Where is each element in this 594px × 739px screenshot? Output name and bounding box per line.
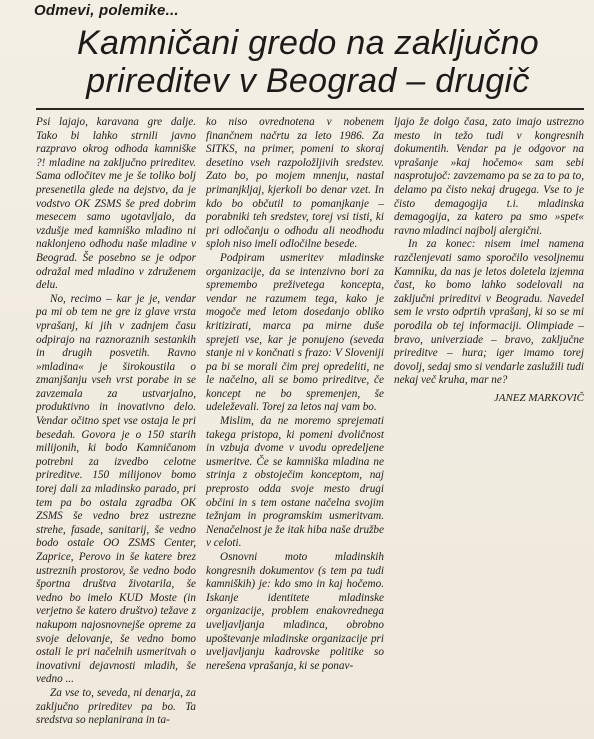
paragraph: In za konec: nisem imel namena razčlenjevati samo sporočilo vesoljnemu Kamniku, da nas je letos doletela izjemna čast, ko bomo lahko sodelovali na zaključni prireditvi v Beogradu. Navedel sem le vrsto odprtih vprašanj, ki so se mi porodila ob tej informaciji. Olimpiade – bravo, univerziade – bravo, zaključne prireditve – hura; iger imamo torej dovolj, sedaj smo si vendarle zaslužili tudi nekaj več kruha, mar ne?	[394, 238, 584, 387]
paragraph: No, recimo – kar je je, vendar pa mi ob tem ne gre iz glave vrsta vprašanj, ki jih v zadnjem času odpirajo na raznoraznih sestankih in drugih posvetih. Ravno »mladina« je širokoustila o zmanjšanju vseh vrst porabe in se zavzemala za ustvarjalno, produktivno in inovativno delo. Vendar očitno spet vse ostaja le pri besedah. Govora je o 150 starih milijonih, ki bodo Kamničanom potrebni za izvedbo celotne prireditve. 150 milijonov bomo torej dali za mladinsko parado, pri tem pa bo ostala zgradba OK ZSMS še vedno brez ustrezne strehe, fasade, sanitarij, še vedno bodo ostale OO ZSMS Center, Zaprice, Perovo in še katere brez ustreznih prostorov, še vedno bodo športna društva životarila, še vedno bo imelo KUD Moste (in verjetno še katero društvo) težave z nakupom najosnovnejše opreme za svoje delovanje, še vedno bomo ostali le pri načelnih usmeritvah o inovativni dejavnosti mladih, še vedno ...	[36, 292, 196, 686]
paragraph: Psi lajajo, karavana gre dalje. Tako bi lahko strnili javno razpravo okrog odhoda kamniške ?! mladine na zaključno prireditev. Sama odločitev me je še toliko bolj presenetila glede na dejstvo, da je vodstvo OK ZSMS še pred dobrim mesecem samo ugotavljalo, da vzdušje med kamniško mladino ni naklonjeno odhodu naše mladine v Beograd. Še posebno se je odpor odražal med mladino v združenem delu.	[36, 116, 196, 292]
headline-divider	[36, 108, 584, 110]
paragraph: ljajo že dolgo časa, zato imajo ustrezno mesto in težo tudi v kongresnih dokumentih. Vendar pa je odgovor na vprašanje »kaj hočemo« sam sebi nasprotujoč: zavzemamo pa se za to pa to, delamo pa čisto nekaj drugega. Vse to je čisto demagogija t.i. mladinska demagogija, za katero pa smo »spet« ravno mladinci najbolj alergični.	[394, 116, 584, 237]
article-column-3	[394, 116, 584, 405]
paragraph: Mislim, da ne moremo sprejemati takega pristopa, ki pomeni dvoličnost in vzbuja dvome v uvodu opredeljene usmeritve. Če se kamniška mladina ne strinja z obstoječim konceptom, naj preprosto odda svoje mesto drugi občini in s tem ostane načelna svojim težnjam in programskim usmeritvam. Nenačelnost je že itak hiba naše družbe v celoti.	[206, 415, 384, 550]
paragraph: Osnovni moto mladinskih kongresnih dokumentov (s tem pa tudi kamniških) je: kdo smo in kaj hočemo. Iskanje identitete mladinske organizacije, problem enakovrednega uveljavljanja mladinca, obrobno upoštevanje mladinske organizacije pri uveljavljanju kadrovske politike so nerešena vprašanja, ki se ponav-	[206, 551, 384, 672]
headline-line-2: prireditev v Beograd – drugič	[86, 62, 530, 100]
section-kicker: Odmevi, polemike...	[34, 2, 179, 19]
paragraph: Za vse to, seveda, ni denarja, za zaključno prireditev pa bo. Ta sredstva so neplanirana in ta-	[36, 686, 196, 727]
author-signature: JANEZ MARKOVIČ	[493, 391, 584, 404]
article-column-1	[36, 116, 196, 728]
article-column-2	[206, 116, 384, 673]
article-headline	[28, 24, 588, 100]
paragraph: ko niso ovrednotena v nobenem finančnem načrtu za leto 1986. Za SITKS, na primer, pomeni to skoraj desetino vseh razpoložljivih sredstev. Zato bo, po mojem mnenju, nastal primanjkljaj, kjerkoli bo denar vzet. In kdo bo občutil to pomanjkanje – porabniki teh sredstev, torej vsi tisti, ki pri odločanju o odhodu ali neodhodu sploh niso imeli odločilne besede.	[206, 116, 384, 251]
headline-line-1: Kamničani gredo na zaključno	[76, 24, 539, 62]
paragraph: Podpiram usmeritev mladinske organizacije, da se intenzivno bori za spremembo preživetega koncepta, vendar ne razumem tega, kako je mogoče med letom dosedanjo obliko kritizirati, marca pa mirne duše sprejeti vse, kar je ponujeno (seveda stanje ni v končnati s frazo: V Sloveniji pa bi se morali čim prej opredeliti, ne le načelno, ali se bomo prireditve, če koncept ne bo spremenjen, še udeleževali. Torej za letos naj vam bo.	[206, 251, 384, 414]
